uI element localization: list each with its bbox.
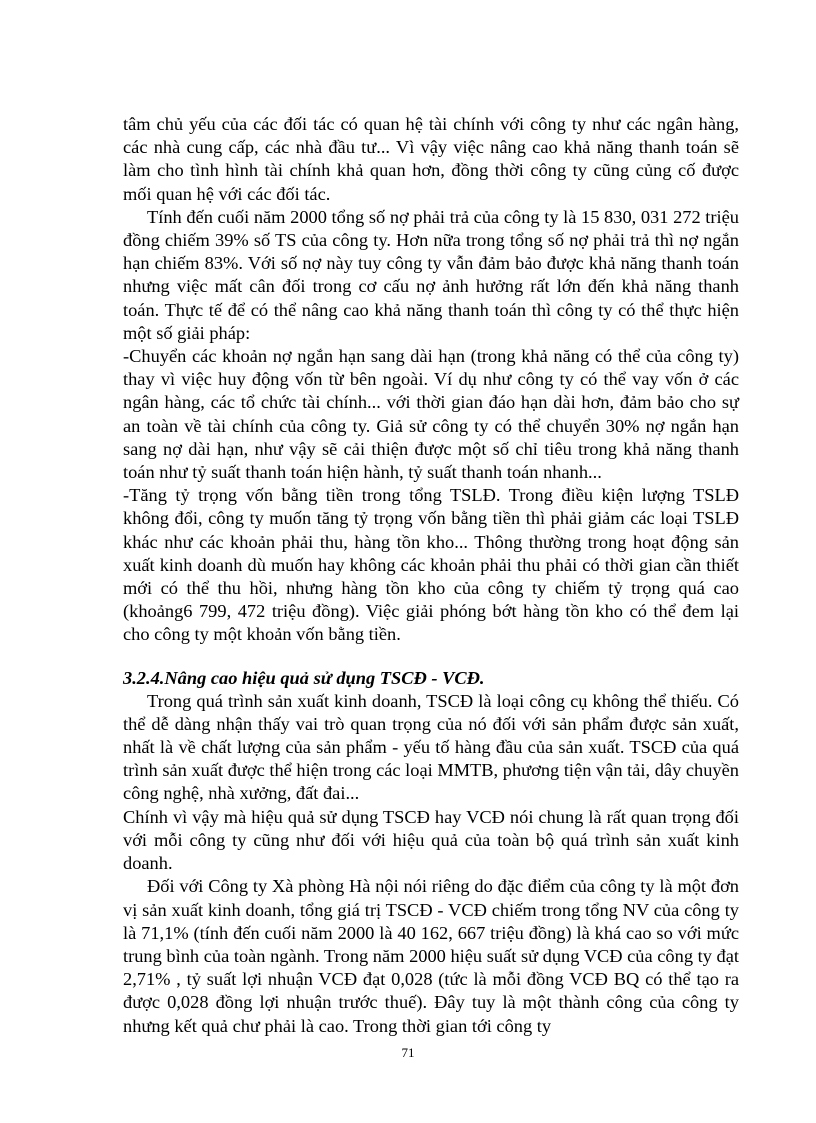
paragraph-3: -Chuyển các khoản nợ ngắn hạn sang dài hạn (trong khả năng có thể của công ty) thay vì việc huy động vốn từ bên ngoài. Ví dụ như công ty có thể vay vốn ở các ngân hàng, các tổ chức tài chính... với thời gian đáo hạn dài hơn, đảm bảo cho sự an toàn về tài chính của công ty. Giả sử công ty có thể chuyển 30% nợ ngắn hạn sang nợ dài hạn, như vậy sẽ cải thiện được một số chỉ tiêu trong khả năng thanh toán như tỷ suất thanh toán hiện hành, tỷ suất thanh toán nhanh... [123,346,739,483]
paragraph-6: Chính vì vậy mà hiệu quả sử dụng TSCĐ hay VCĐ nói chung là rất quan trọng đối với mỗi công ty cũng như đối với hiệu quả của toàn bộ quá trình sản xuất kinh doanh. [123,806,739,874]
paragraph-1: tâm chủ yếu của các đối tác có quan hệ tài chính với công ty như các ngân hàng, các nhà cung cấp, các nhà đầu tư... Vì vậy việc nâng cao khả năng thanh toán sẽ làm cho tình hình tài chính khả quan hơn, đồng thời công ty cũng củng cố được mối quan hệ với các đối tác. [123,114,739,204]
paragraph-2: Tính đến cuối năm 2000 tổng số nợ phải trả của công ty là 15 830, 031 272 triệu đồng chiếm 39% số TS của công ty. Hơn nữa trong tổng số nợ phải trả thì nợ ngắn hạn chiếm 83%. Với số nợ này tuy công ty vẫn đảm bảo được khả năng thanh toán nhưng việc mất cân đối trong cơ cấu nợ ảnh hưởng rất lớn đến khả năng thanh toán. Thực tế để có thể nâng cao khả năng thanh toán thì công ty có thể thực hiện một số giải pháp: [123,206,739,343]
document-page [123,113,739,1038]
page-number: 71 [401,1045,415,1060]
paragraph-7: Đối với Công ty Xà phòng Hà nội nói riêng do đặc điểm của công ty là một đơn vị sản xuất kinh doanh, tổng giá trị TSCĐ - VCĐ chiếm trong tổng NV của công ty là 71,1% (tính đến cuối năm 2000 là 40 162, 667 triệu đồng) là khá cao so với mức trung bình của toàn ngành. Trong năm 2000 hiệu suất sử dụng VCĐ của công ty đạt 2,71% , tỷ suất lợi nhuận VCĐ đạt 0,028 (tức là mỗi đồng VCĐ BQ có thể tạo ra được 0,028 đồng lợi nhuận trước thuế). Đây tuy là một thành công của công ty nhưng kết quả chư phải là cao. Trong thời gian tới công ty [123,876,739,1036]
paragraph-4: -Tăng tỷ trọng vốn bằng tiền trong tổng TSLĐ. Trong điều kiện lượng TSLĐ không đổi, công ty muốn tăng tỷ trọng vốn bằng tiền thì phải giảm các loại TSLĐ khác như các khoản phải thu, hàng tồn kho... Thông thường trong hoạt động sản xuất kinh doanh dù muốn hay không các khoản phải thu phải có thời gian cần thiết mới có thể thu hồi, nhưng hàng tồn kho của công ty chiếm tỷ trọng quá cao (khoảng6 799, 472 triệu đồng). Việc giải phóng bớt hàng tồn kho có thể đem lại cho công ty một khoản vốn bằng tiền. [123,485,739,645]
paragraph-5: Trong quá trình sản xuất kinh doanh, TSCĐ là loại công cụ không thể thiếu. Có thể dễ dàng nhận thấy vai trò quan trọng của nó đối với sản phẩm được sản xuất, nhất là về chất lượng của sản phẩm - yếu tố hàng đầu của sản xuất. TSCĐ của quá trình sản xuất được thể hiện trong các loại MMTB, phương tiện vận tải, dây chuyền công nghệ, nhà xưởng, đất đai... [123,690,739,804]
section-heading: 3.2.4.Nâng cao hiệu quả sử dụng TSCĐ - VCĐ. [123,667,485,688]
